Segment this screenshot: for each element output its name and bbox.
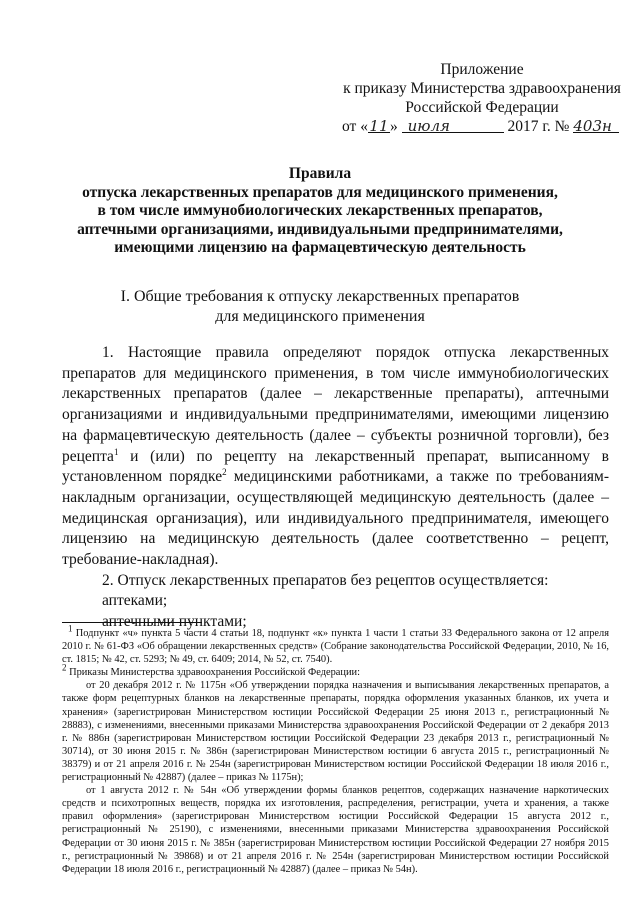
appendix-line-2: к приказу Министерства здравоохранения xyxy=(343,80,621,97)
footnote-2-item-a: от 20 декабря 2012 г. № 1175н «Об утверждении порядка назначения и выписывания лекарственных препаратов, а также форм рецептурных бланков на лекарственные препараты, порядка оформления указанных бланков, их учета и хранения» (зарегистрирован Министерством юстиции Российской Федерации 25 июня 2013 г., регистрационный № 28883), с изменениями, внесенными приказами Министерства здравоохранения Российской Федерации от 2 декабря 2013 г. № 886н (зарегистрирован Министерством юстиции Российской Федерации 23 декабря 2013 г., регистрационный № 30714), от 30 июня 2015 г. № 386н (зарегистрирован Министерством юстиции 6 августа 2015 г., регистрационный № 38379) и от 21 апреля 2016 г. № 254н (зарегистрирован Министерством юстиции Российской Федерации 18 июля 2016 г., регистрационный № 42887) (далее – приказ № 1175н); xyxy=(62,680,609,784)
document-title xyxy=(60,165,580,258)
title-line-2: отпуска лекарственных препаратов для медицинского применения, xyxy=(82,183,558,201)
paragraph-1-part-b: и (или) по рецепту на лекарственный препарат, выписанному в установленном порядке xyxy=(62,447,609,486)
footnote-1-text: Подпункт «ч» пункта 5 части 4 статьи 18, подпункт «к» пункта 1 части 1 статьи 33 Федерального закона от 12 апреля 2010 г. № 61-ФЗ «Об обращении лекарственных средств» (Собрание законодательства Российской Федерации, 2010, № 16, ст. 1815; № 42, ст. 5293; № 49, ст. 6409; 2014, № 52, ст. 7540). xyxy=(62,628,609,666)
title-line-4: аптечными организациями, индивидуальными предпринимателями, xyxy=(77,220,563,238)
paragraph-4: аптечными пунктами; xyxy=(102,613,247,631)
footnote-separator xyxy=(62,622,202,623)
appendix-line-3: Российской Федерации xyxy=(405,99,559,116)
footnote-2-mark: 2 xyxy=(62,662,67,673)
date-day-field xyxy=(368,117,390,133)
section-line-2: для медицинского применения xyxy=(215,308,425,325)
title-line-3: в том числе иммунобиологических лекарственных препаратов, xyxy=(97,202,543,220)
footnote-1 xyxy=(62,623,609,666)
appendix-header xyxy=(332,60,632,135)
section-line-1: I. Общие требования к отпуску лекарственных препаратов xyxy=(120,288,520,305)
footnote-ref-2: 2 xyxy=(222,467,227,478)
appendix-line-1: Приложение xyxy=(440,61,524,78)
date-month: июля xyxy=(407,117,450,135)
footnote-ref-1: 1 xyxy=(113,446,119,457)
title-line-5: имеющими лицензию на фармацевтическую деятельность xyxy=(114,239,526,257)
date-year: 2017 г. № xyxy=(507,118,570,135)
order-number-field xyxy=(573,117,619,133)
paragraph-2: 2. Отпуск лекарственных препаратов без рецептов осуществляется: xyxy=(102,571,549,589)
section-heading xyxy=(60,287,580,327)
footnote-1-mark: 1 xyxy=(68,623,73,634)
order-date-line xyxy=(342,117,640,136)
body-text xyxy=(62,343,609,633)
date-mid: » xyxy=(389,118,398,135)
paragraph-3: аптеками; xyxy=(102,592,168,610)
paragraph-1 xyxy=(62,343,609,571)
order-number: 403н xyxy=(573,117,612,135)
date-day: 11 xyxy=(369,117,389,135)
title-line-1: Правила xyxy=(288,165,352,182)
footnotes xyxy=(62,623,609,876)
date-prefix: от « xyxy=(342,118,368,135)
paragraph-1-part-c: медицинскими работниками, а также по требованиям-накладным организации, осуществляющей медицинскую деятельность (далее – медицинская организация), или индивидуального предпринимателя, имеющего лицензию на медицинскую деятельность (далее соответственно – рецепт, требование-накладная). xyxy=(62,468,609,569)
date-month-field xyxy=(402,117,504,133)
footnote-2-item-b: от 1 августа 2012 г. № 54н «Об утверждении формы бланков рецептов, содержащих назначение наркотических средств и психотропных веществ, порядка их изготовления, распределения, регистрации, учета и хранения, а также правил оформления» (зарегистрирован Министерством юстиции Российской Федерации 15 августа 2012 г., регистрационный № 25190), с изменениями, внесенными приказами Министерства здравоохранения Российской Федерации от 30 июня 2015 г. № 385н (зарегистрирован Министерством юстиции Российской Федерации 27 ноября 2015 г., регистрационный № 39868) и от 21 апреля 2016 г. № 254н (зарегистрирован Министерством юстиции Российской Федерации 18 июля 2016 г., регистрационный № 42887) (далее – приказ № 54н). xyxy=(62,785,609,875)
paragraph-1-part-a: 1. Настоящие правила определяют порядок отпуска лекарственных препаратов для медицинского применения, в том числе иммунобиологических лекарственных препаратов (далее – лекарственные препараты), аптечными организациями и индивидуальными предпринимателями, имеющими лицензию на фармацевтическую деятельность (далее – субъекты розничной торговли), без рецепта xyxy=(62,344,609,465)
footnote-2-text: Приказы Министерства здравоохранения Российской Федерации: xyxy=(66,667,360,679)
footnote-2 xyxy=(62,662,609,679)
